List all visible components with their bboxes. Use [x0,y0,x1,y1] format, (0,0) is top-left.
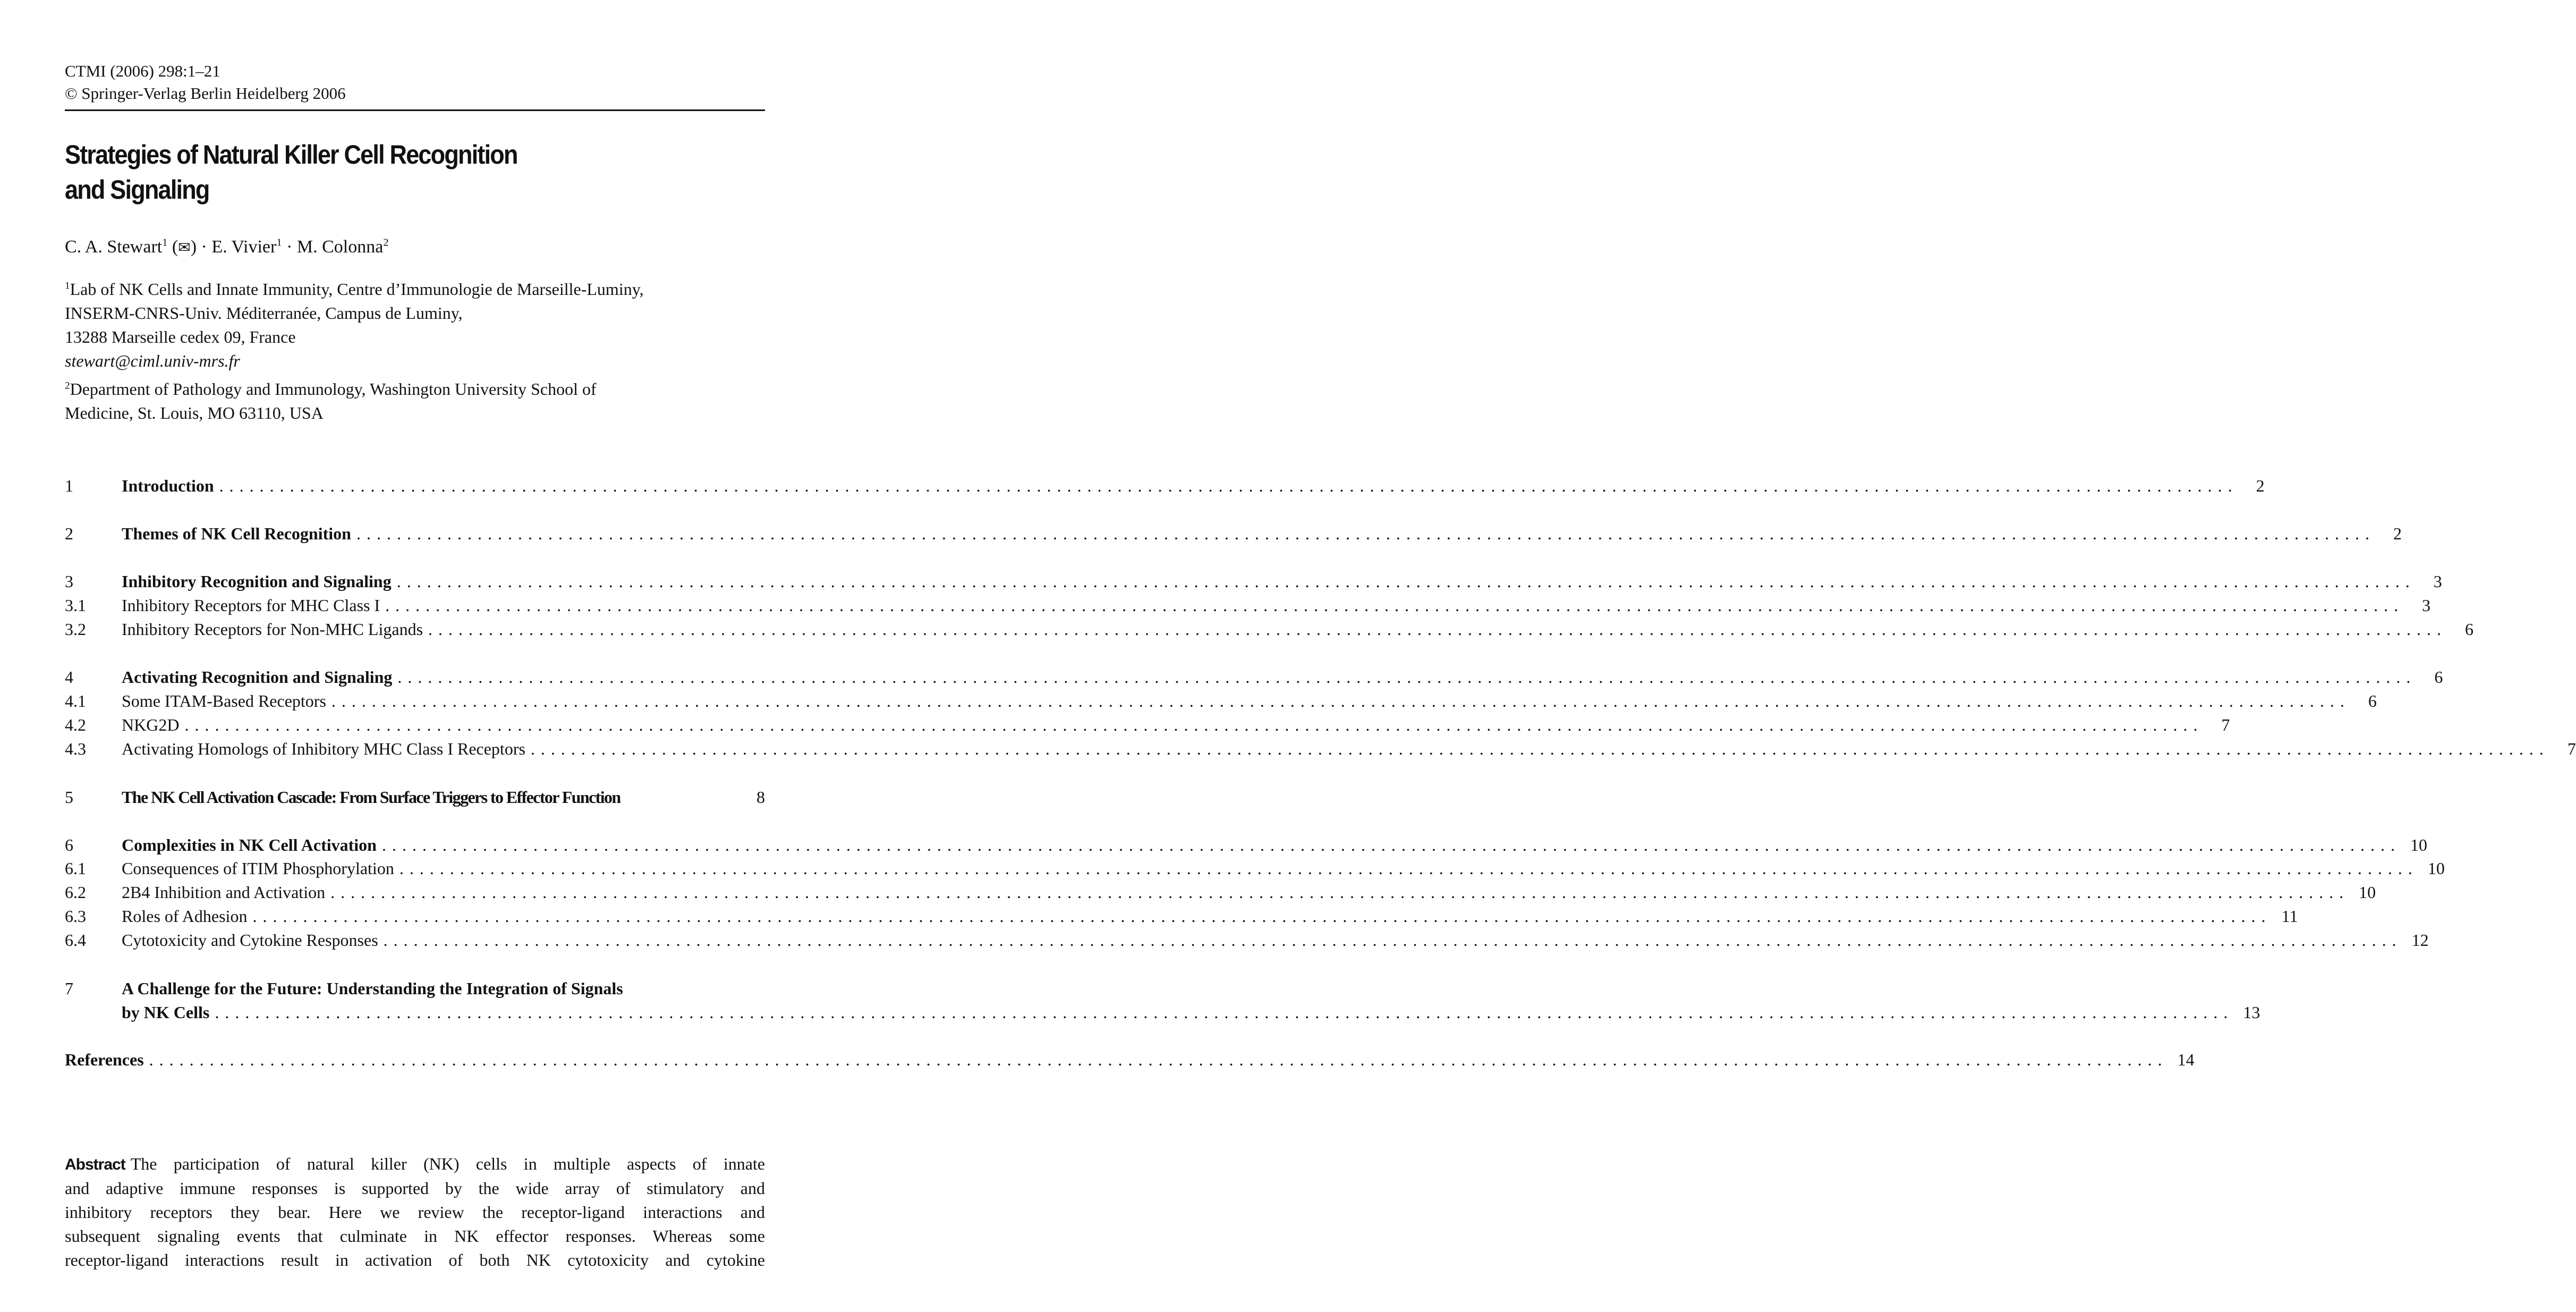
envelope-icon[interactable]: ✉ [178,239,191,256]
journal-citation: CTMI (2006) 298:1–21 [65,62,220,80]
title-line-1: Strategies of Natural Killer Cell Recognition [65,140,517,170]
toc-title: Inhibitory Receptors for Non-MHC Ligands [122,620,423,639]
toc-number: 4.1 [65,691,86,710]
toc-number: 6.4 [65,930,86,950]
toc-title: The NK Cell Activation Cascade: From Surface Triggers to Effector Function [122,788,620,807]
title-line-2: and Signaling [65,175,209,205]
author-sup: 1 [276,236,282,249]
aff-line: Department of Pathology and Immunology, Washington University School of [70,379,597,399]
toc-page: 11 [2281,907,2298,926]
toc-title: Activating Homologs of Inhibitory MHC Class I Receptors [122,739,525,758]
dot-leader: ........................................................................................................................................................................................................ [356,524,2375,543]
toc-entry[interactable] [65,1050,2195,1074]
toc-title: Themes of NK Cell Recognition [122,524,351,543]
toc-entry[interactable] [65,788,765,811]
toc-page: 6 [2368,691,2377,710]
abstract-line: subsequent signaling events that culminate in NK effector responses. Whereas some [65,1226,765,1246]
copyright-icon: © [65,84,78,103]
toc-entry[interactable] [65,979,765,1003]
author-name: C. A. Stewart [65,237,163,257]
toc-page: 2 [2393,524,2402,543]
dot-leader: ........................................................................................................................................................................................................ [428,620,2447,639]
dot-leader: ........................................................................................................................................................................................................ [385,596,2404,615]
toc-entry[interactable] [65,476,2265,500]
aff-line: Lab of NK Cells and Innate Immunity, Centre d’Immunologie de Marseille-Luminy, [70,280,644,299]
author-list: C. A. Stewart$^1$ (✉) · E. Vivier$^1$ · M. Colonna$^2$ [65,236,389,257]
toc-page: 13 [2243,1003,2260,1022]
dot-leader: ........................................................................................................................................................................................................ [215,1003,2234,1022]
toc-page: 2 [2256,476,2265,495]
toc-entry[interactable] [65,524,2402,548]
abstract-line: and adaptive immune responses is supported by the wide array of stimulatory and [65,1179,765,1198]
aff-sup: 2 [65,380,70,392]
dot-leader: ........................................................................................................................................................................................................ [383,930,2402,950]
author-name: M. Colonna [296,237,384,257]
author-sup: 2 [383,236,389,249]
affiliation-2 [65,377,765,425]
toc-title: Roles of Adhesion [122,907,248,926]
toc-page: 14 [2177,1050,2195,1069]
toc-title: References [65,1050,144,1069]
toc-number: 4 [65,667,73,687]
toc-page: 3 [2422,596,2431,615]
toc-number: 4.2 [65,715,86,734]
toc-page: 10 [2410,835,2427,854]
toc-page: 3 [2433,572,2442,591]
toc-number: 6.1 [65,859,86,878]
toc-page: 6 [2434,667,2443,687]
abstract-line: The participation of natural killer (NK) cells in multiple aspects of innate [130,1154,765,1173]
abstract-line: receptor-ligand interactions result in activation of both NK cytotoxicity and cytokine [65,1250,765,1269]
dot-leader: ........................................................................................................................................................................................................ [530,739,2549,758]
toc-entry[interactable] [65,907,2298,930]
separator: · [286,237,293,257]
toc-title: by NK Cells [122,1003,210,1022]
toc-page: 7 [2567,739,2576,758]
toc-entry[interactable] [65,691,2377,715]
toc-title: NKG2D [122,715,180,734]
aff-line: INSERM-CNRS-Univ. Méditerranée, Campus de Luminy, [65,303,463,323]
dot-leader: ........................................................................................................................................................................................................ [330,883,2350,902]
author-sup: 1 [162,236,168,249]
publisher: Springer-Verlag Berlin Heidelberg 2006 [81,84,346,103]
abstract-label: Abstract [65,1156,125,1173]
toc-entry[interactable] [65,667,2443,691]
toc-number: 6.3 [65,907,86,926]
dot-leader: ........................................................................................................................................................................................................ [149,1050,2168,1069]
toc-entry[interactable] [65,739,2576,763]
toc-page: 10 [2359,883,2376,902]
toc-number: 6.2 [65,883,86,902]
toc-page: 6 [2465,620,2474,639]
toc-number: 1 [65,476,73,495]
toc-page: 10 [2427,859,2445,878]
toc-page: 8 [756,788,765,807]
copyright-line [65,82,346,105]
dot-leader: ........................................................................................................................................................................................................ [184,715,2204,734]
toc-number: 3.1 [65,596,86,615]
dot-leader: ........................................................................................................................................................................................................ [381,835,2401,854]
toc-number: 5 [65,788,73,807]
toc-entry[interactable] [65,859,2445,883]
toc-number: 2 [65,524,73,543]
toc-title: Complexities in NK Cell Activation [122,835,377,854]
aff-line: 13288 Marseille cedex 09, France [65,327,296,346]
toc-title: 2B4 Inhibition and Activation [122,883,326,902]
abstract [65,1152,765,1272]
toc-title: A Challenge for the Future: Understanding the Integration of Signals [122,979,623,998]
toc-number: 7 [65,979,73,998]
toc-entry[interactable] [65,930,2429,954]
dot-leader: ........................................................................................................................................................................................................ [397,667,2417,687]
toc-number: 3 [65,572,73,591]
toc-title: Some ITAM-Based Receptors [122,691,326,710]
toc-page: 12 [2411,930,2429,950]
toc-entry[interactable] [65,572,2442,596]
header-rule [65,109,765,111]
dot-leader: ........................................................................................................................................................................................................ [399,859,2418,878]
toc-number: 6 [65,835,73,854]
toc-title: Introduction [122,476,214,495]
dot-leader: ........................................................................................................................................................................................................ [396,572,2416,591]
toc-number: 4.3 [65,739,86,758]
aff-line: Medicine, St. Louis, MO 63110, USA [65,403,324,422]
toc-entry[interactable] [65,835,2427,859]
dot-leader: ........................................................................................................................................................................................................ [252,907,2272,926]
toc-title: Inhibitory Receptors for MHC Class I [122,596,380,615]
toc-entry[interactable] [65,883,2376,907]
dot-leader: ........................................................................................................................................................................................................ [219,476,2238,495]
author-name: E. Vivier [211,237,277,257]
toc-title: Cytotoxicity and Cytokine Responses [122,930,378,950]
toc-entry[interactable] [65,620,2474,644]
toc-entry[interactable] [65,1003,2260,1027]
affiliation-1 [65,277,765,373]
toc-title: Inhibitory Recognition and Signaling [122,572,392,591]
toc-title: Activating Recognition and Signaling [122,667,393,687]
toc-number: 3.2 [65,620,86,639]
page-title [65,137,517,207]
toc-page: 7 [2221,715,2230,734]
aff-sup: 1 [65,280,70,292]
email-link[interactable]: stewart@ciml.univ-mrs.fr [65,351,240,370]
toc-entry[interactable] [65,596,2431,620]
toc-title: Consequences of ITIM Phosphorylation [122,859,394,878]
dot-leader: ........................................................................................................................................................................................................ [331,691,2350,710]
abstract-line: inhibitory receptors they bear. Here we review the receptor-ligand interactions and [65,1203,765,1222]
toc-entry[interactable] [65,715,2230,739]
separator: · [201,237,207,257]
